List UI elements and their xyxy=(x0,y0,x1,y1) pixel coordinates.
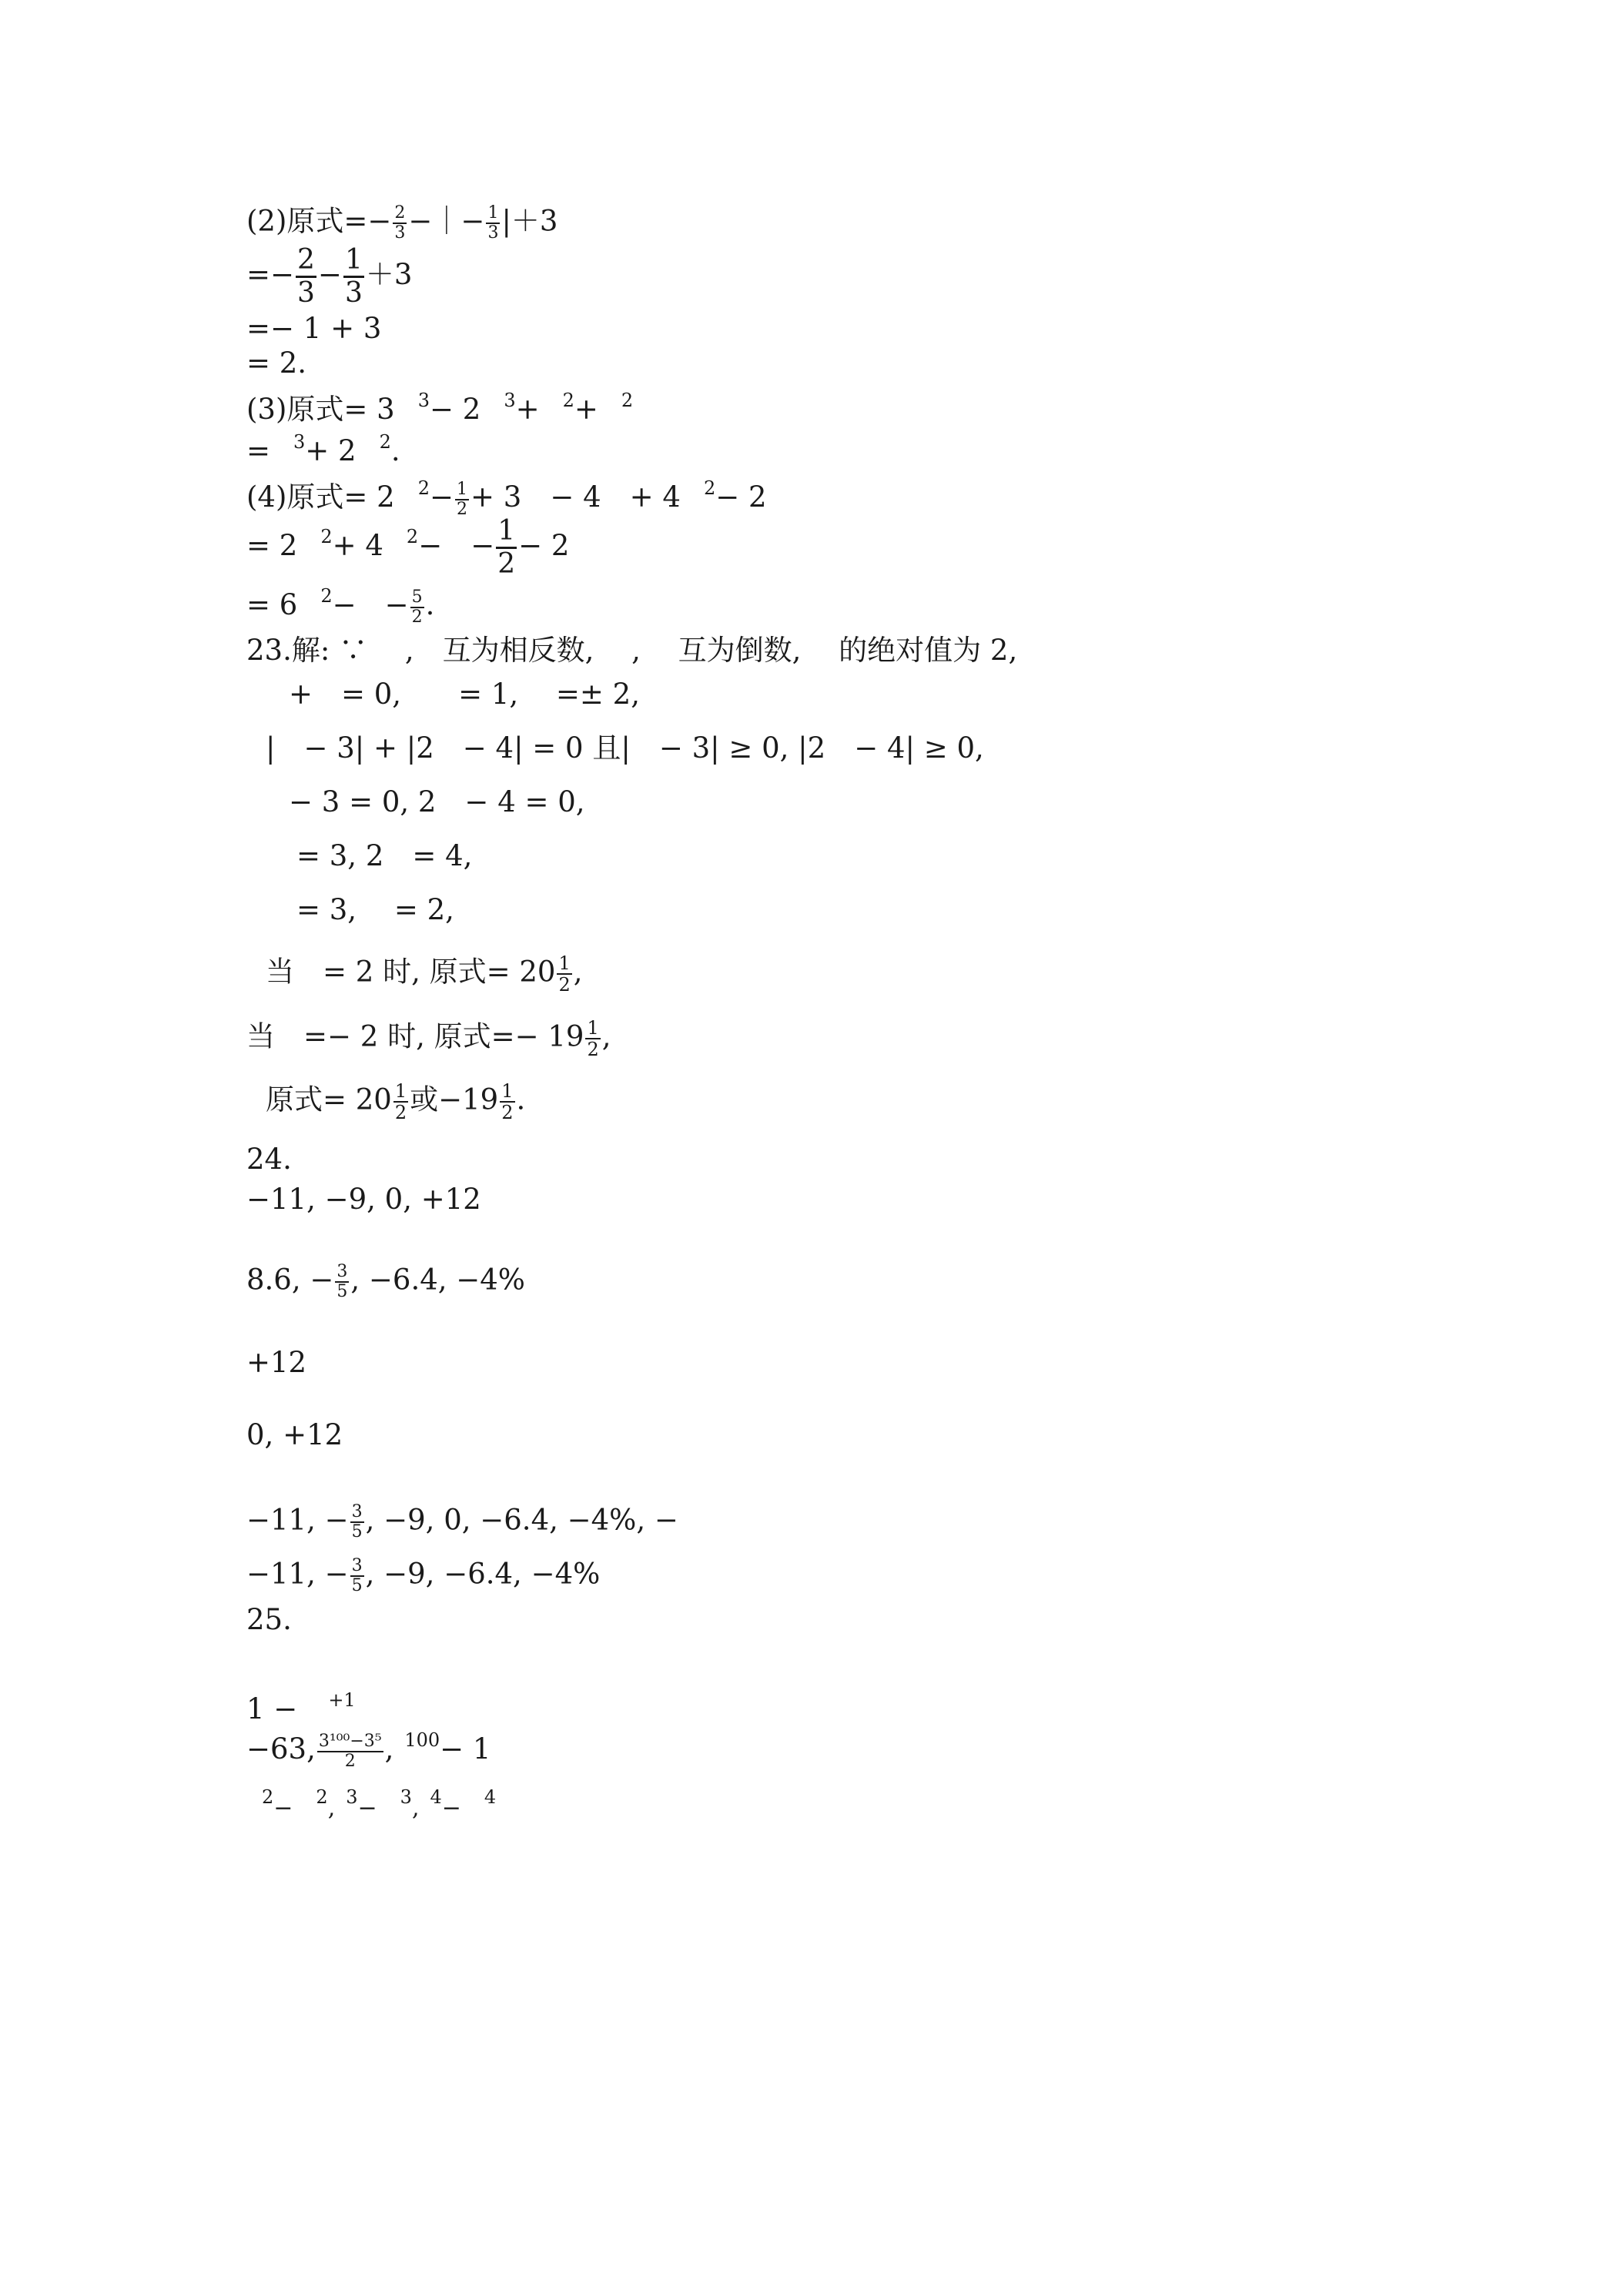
problem-23-line: + = 0, = 1, =± 2, xyxy=(289,678,640,711)
problem-23-case1: 当 = 2 时, 原式= 20 $\frac{1}{2}$ , xyxy=(266,952,583,996)
fraction: $\frac{1}{3}$ xyxy=(487,203,499,243)
problem-24-nonneg-integers: 0, +12 xyxy=(246,1418,343,1451)
fraction: $\frac{2}{3}$ xyxy=(394,203,406,243)
problem-23-line: = 3, = 2, xyxy=(296,893,454,926)
problem-24-integers: −11, −9, 0, +12 xyxy=(246,1183,481,1216)
problem-24-negative: −11, − $\frac{3}{5}$ , −9, −6.4, −4% xyxy=(246,1556,601,1595)
problem-24-positive-integers: +12 xyxy=(246,1346,307,1379)
fraction: $\frac{1}{2}$ xyxy=(457,479,468,519)
problem-25-line3: $^2$− $^2$, $^3$− $^3$, $^4$− $^4$ xyxy=(262,1786,497,1822)
line-4-header: (4)原式= 2 $^2$− $\frac{1}{2}$ + 3 − 4 + 4 $^2$− 2 xyxy=(246,477,767,519)
line-4-result: = 6 $^2$− − $\frac{5}{2}$ . xyxy=(246,585,435,627)
fraction: $\frac{3}{5}$ xyxy=(337,1262,348,1301)
problem-23-answer: 原式= 20 $\frac{1}{2}$ 或−19 $\frac{1}{2}$ . xyxy=(266,1080,526,1123)
fraction: $\frac{2}{3}$ xyxy=(297,244,315,309)
fraction: $\frac{1}{2}$ xyxy=(497,515,516,580)
line-2-header: (2)原式=− $\frac{2}{3}$ −｜− $\frac{1}{3}$ |＋3 xyxy=(246,203,558,243)
fraction: $\frac{1}{3}$ xyxy=(344,244,363,309)
fraction: $\frac{3}{5}$ xyxy=(351,1556,363,1595)
fraction: $\frac{3}{5}$ xyxy=(351,1502,363,1541)
problem-23-case2: 当 =− 2 时, 原式=− 19 $\frac{1}{2}$ , xyxy=(246,1017,611,1060)
line-2-result: = 2. xyxy=(246,346,307,380)
line-2-step1: =− $\frac{2}{3}$ − $\frac{1}{3}$ ＋3 xyxy=(246,244,413,309)
line-2-step2: =− 1 + 3 xyxy=(246,312,382,345)
problem-25-header: 25. xyxy=(246,1603,292,1636)
fraction: $\frac{5}{2}$ xyxy=(411,587,423,627)
fraction: $\frac{1}{2}$ xyxy=(501,1080,514,1123)
problem-25-line2: −63, $\frac{\text{3¹⁰⁰−3⁵}}{2}$ , $^{100}$− 1 xyxy=(246,1729,491,1771)
line-4-step1: = 2 $^2$+ 4 $^2$− − $\frac{1}{2}$ − 2 xyxy=(246,515,570,580)
problem-23-line: − 3 = 0, 2 − 4 = 0, xyxy=(289,785,585,818)
fraction: $\frac{1}{2}$ xyxy=(558,952,571,996)
problem-23-header: 23.解: ∵ , 互为相反数, , 互为倒数, 的绝对值为 2, xyxy=(246,634,1018,667)
problem-24-fractions: 8.6, − $\frac{3}{5}$ , −6.4, −4% xyxy=(246,1262,525,1301)
line-3-result: = $^3$+ 2 $^2$. xyxy=(246,431,400,467)
problem-23-line: | − 3| + |2 − 4| = 0 且| − 3| ≥ 0, |2 − 4| ≥ 0, xyxy=(266,731,984,765)
problem-24-header: 24. xyxy=(246,1143,292,1176)
problem-25-line1: 1 − $^{+1}$ xyxy=(246,1689,356,1725)
fraction: $\frac{1}{2}$ xyxy=(587,1017,599,1060)
line-3-header: (3)原式= 3 $^3$− 2 $^3$+ $^2$+ $^2$ xyxy=(246,390,634,426)
problem-24-nonpositive: −11, − $\frac{3}{5}$ , −9, 0, −6.4, −4%, − xyxy=(246,1502,678,1541)
problem-23-line: = 3, 2 = 4, xyxy=(296,839,473,872)
fraction: $\frac{1}{2}$ xyxy=(394,1080,407,1123)
fraction: $\frac{\text{3¹⁰⁰−3⁵}}{2}$ xyxy=(318,1731,382,1771)
